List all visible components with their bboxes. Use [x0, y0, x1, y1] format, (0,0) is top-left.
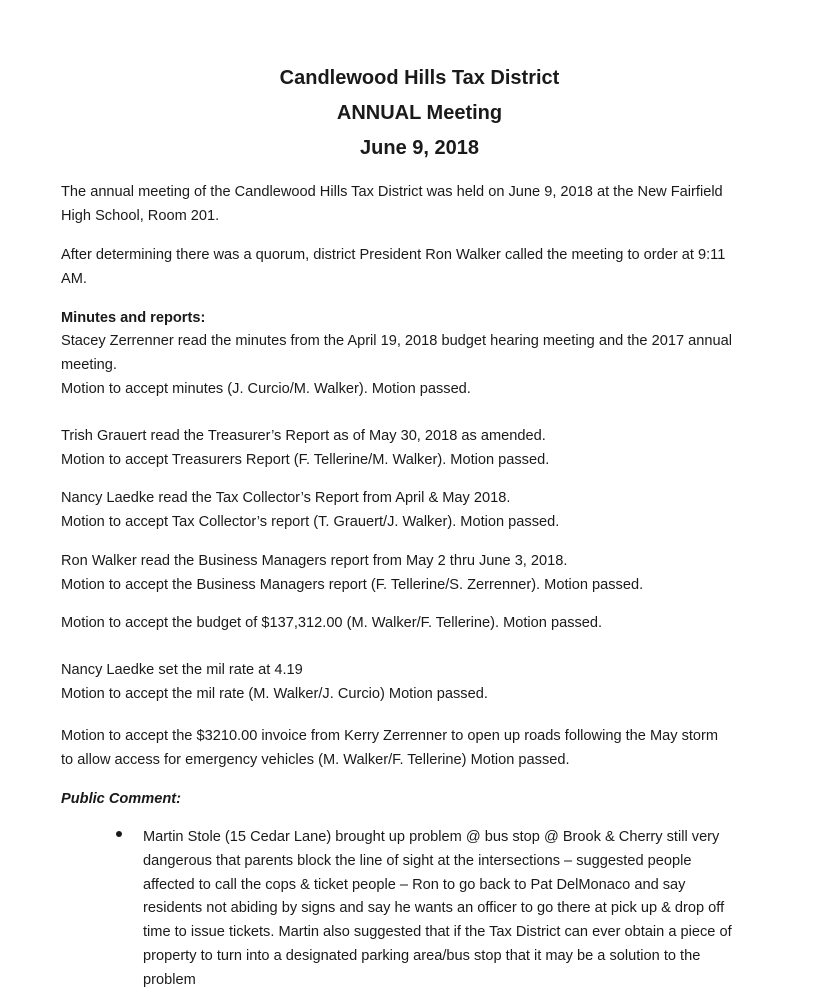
bullet-icon	[116, 831, 122, 837]
public-comment-bullet-line: residents not abiding by signs and say he wants an officer to go there at pick up & drop off	[143, 900, 725, 916]
intro-paragraph-line: The annual meeting of the Candlewood Hills Tax District was held on June 9, 2018 at the New Fairfield	[61, 184, 723, 200]
mil-rate-line: Nancy Laedke set the mil rate at 4.19	[61, 662, 303, 678]
minutes-heading: Minutes and reports:	[61, 310, 206, 326]
public-comment-bullet-line: dangerous that parents block the line of sight at the intersections – suggested people	[143, 853, 692, 869]
invoice-motion-line: to allow access for emergency vehicles (M. Walker/F. Tellerine) Motion passed.	[61, 752, 570, 768]
tax-collector-report-line: Nancy Laedke read the Tax Collector’s Report from April & May 2018.	[61, 490, 511, 506]
document-title: Candlewood Hills Tax District	[279, 67, 560, 89]
document-subtitle: ANNUAL Meeting	[336, 102, 503, 124]
public-comment-bullet-line: affected to call the cops & ticket people – Ron to go back to Pat DelMonaco and say	[143, 877, 686, 893]
intro-paragraph-line: High School, Room 201.	[61, 208, 220, 224]
document-date: June 9, 2018	[360, 137, 479, 159]
quorum-paragraph-line: AM.	[61, 271, 87, 287]
public-comment-heading: Public Comment:	[61, 791, 181, 807]
treasurer-report-line: Trish Grauert read the Treasurer’s Report as of May 30, 2018 as amended.	[61, 428, 546, 444]
public-comment-bullet-line: problem	[143, 972, 196, 988]
public-comment-bullet-line: Martin Stole (15 Cedar Lane) brought up problem @ bus stop @ Brook & Cherry still very	[143, 829, 720, 845]
invoice-motion-line: Motion to accept the $3210.00 invoice from Kerry Zerrenner to open up roads following the May storm	[61, 728, 719, 744]
minutes-line: Motion to accept minutes (J. Curcio/M. Walker). Motion passed.	[61, 381, 471, 397]
minutes-line: meeting.	[61, 357, 117, 373]
public-comment-bullet-line: property to turn into a designated parking area/bus stop that it may be a solution to the	[143, 948, 701, 964]
quorum-paragraph-line: After determining there was a quorum, district President Ron Walker called the meeting to order at 9:11	[61, 247, 726, 263]
public-comment-bullet-line: time to issue tickets. Martin also suggested that if the Tax District can ever obtain a piece of	[143, 924, 732, 940]
business-managers-report-line: Ron Walker read the Business Managers report from May 2 thru June 3, 2018.	[61, 553, 568, 569]
business-managers-motion-line: Motion to accept the Business Managers report (F. Tellerine/S. Zerrenner). Motion passed.	[61, 577, 644, 593]
minutes-line: Stacey Zerrenner read the minutes from the April 19, 2018 budget hearing meeting and the 2017 annual	[61, 333, 732, 349]
budget-motion-line: Motion to accept the budget of $137,312.00 (M. Walker/F. Tellerine). Motion passed.	[61, 615, 603, 631]
treasurer-motion-line: Motion to accept Treasurers Report (F. Tellerine/M. Walker). Motion passed.	[61, 452, 550, 468]
mil-rate-motion-line: Motion to accept the mil rate (M. Walker/J. Curcio) Motion passed.	[61, 686, 488, 702]
tax-collector-motion-line: Motion to accept Tax Collector’s report (T. Grauert/J. Walker). Motion passed.	[61, 514, 560, 530]
